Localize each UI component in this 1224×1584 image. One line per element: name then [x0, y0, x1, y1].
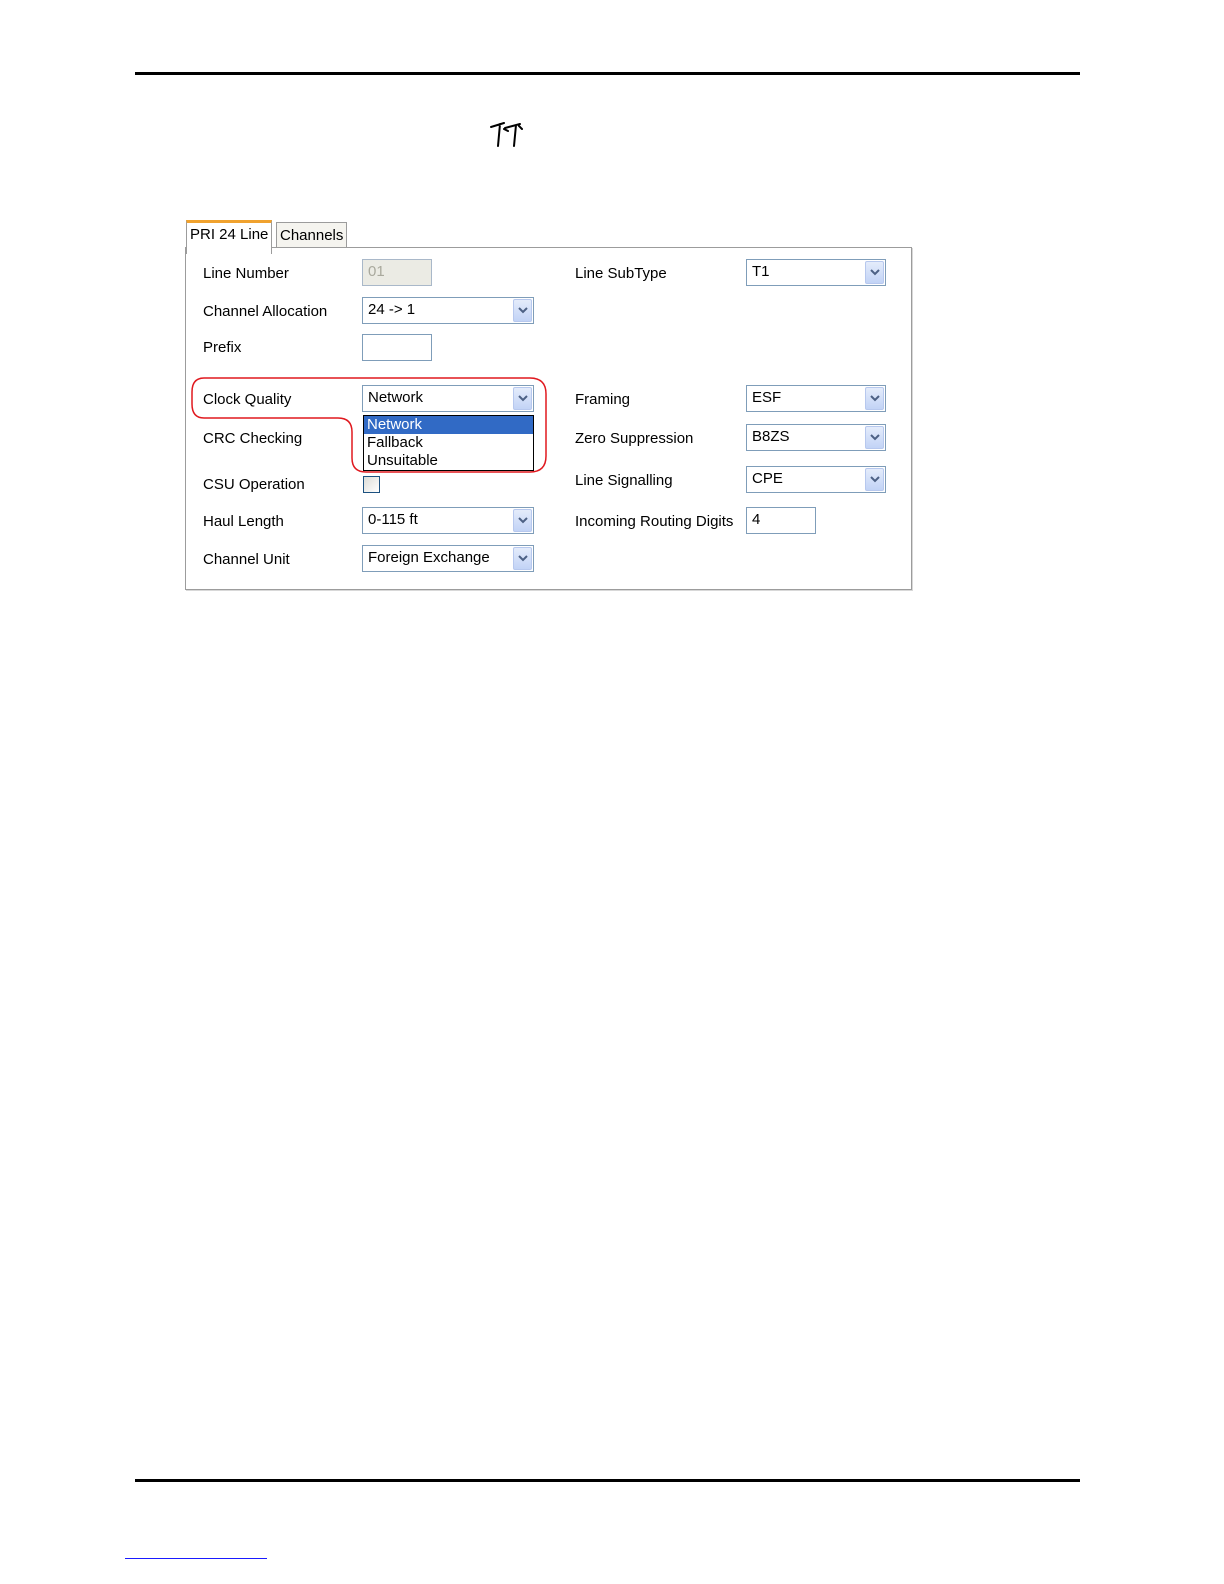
haul-length-label: Haul Length — [203, 513, 284, 530]
channel-unit-value: Foreign Exchange — [368, 549, 490, 566]
chevron-down-icon[interactable] — [513, 387, 532, 410]
framing-label: Framing — [575, 391, 631, 408]
haul-length-value: 0-115 ft — [368, 511, 418, 528]
incoming-routing-digits-input[interactable] — [746, 507, 816, 534]
line-subtype-select[interactable] — [746, 259, 886, 286]
crc-checking-label: CRC Checking — [203, 430, 303, 447]
incoming-routing-digits-value: 4 — [752, 511, 761, 528]
header-rule — [135, 72, 1080, 75]
clock-quality-dropdown-list — [363, 415, 534, 471]
framing-select[interactable] — [746, 385, 886, 412]
prefix-input[interactable] — [362, 334, 432, 361]
chevron-down-icon[interactable] — [865, 261, 884, 284]
dropdown-option-network[interactable]: Network — [364, 416, 533, 434]
clock-quality-select[interactable] — [362, 385, 534, 412]
line-signalling-value: CPE — [752, 470, 783, 487]
line-signalling-select[interactable] — [746, 466, 886, 493]
footer-link-underline[interactable] — [125, 1558, 267, 1559]
channel-unit-select[interactable] — [362, 545, 534, 572]
framing-value: ESF — [752, 389, 782, 406]
haul-length-select[interactable] — [362, 507, 534, 534]
line-number-label: Line Number — [203, 265, 289, 282]
chevron-down-icon[interactable] — [865, 387, 884, 410]
channel-allocation-value: 24 -> 1 — [368, 301, 416, 318]
csu-operation-checkbox[interactable] — [363, 476, 380, 493]
dropdown-option-fallback[interactable]: Fallback — [367, 434, 423, 451]
channel-allocation-select[interactable] — [362, 297, 534, 324]
chevron-down-icon[interactable] — [513, 509, 532, 532]
footer-rule — [135, 1479, 1080, 1482]
line-subtype-label: Line SubType — [575, 265, 667, 282]
dropdown-option-unsuitable[interactable]: Unsuitable — [367, 452, 438, 469]
incoming-routing-digits-label: Incoming Routing Digits — [575, 513, 734, 530]
line-signalling-label: Line Signalling — [575, 472, 673, 489]
chevron-down-icon[interactable] — [513, 299, 532, 322]
channel-allocation-label: Channel Allocation — [203, 303, 328, 320]
channel-unit-label: Channel Unit — [203, 551, 290, 568]
clock-quality-label: Clock Quality — [203, 391, 292, 408]
tab-channels[interactable]: Channels — [276, 222, 347, 251]
settings-panel — [185, 247, 912, 590]
zero-suppression-select[interactable] — [746, 424, 886, 451]
line-number-field — [362, 259, 432, 286]
clock-quality-value: Network — [368, 389, 424, 406]
line-subtype-value: T1 — [752, 263, 770, 280]
chevron-down-icon[interactable] — [865, 468, 884, 491]
line-number-value: 01 — [368, 263, 385, 280]
zero-suppression-value: B8ZS — [752, 428, 790, 445]
zero-suppression-label: Zero Suppression — [575, 430, 694, 447]
chevron-down-icon[interactable] — [865, 426, 884, 449]
prefix-label: Prefix — [203, 339, 242, 356]
handwritten-mark — [488, 119, 524, 149]
csu-operation-label: CSU Operation — [203, 476, 305, 493]
tab-pri-24-line[interactable]: PRI 24 Line — [186, 220, 272, 254]
chevron-down-icon[interactable] — [513, 547, 532, 570]
